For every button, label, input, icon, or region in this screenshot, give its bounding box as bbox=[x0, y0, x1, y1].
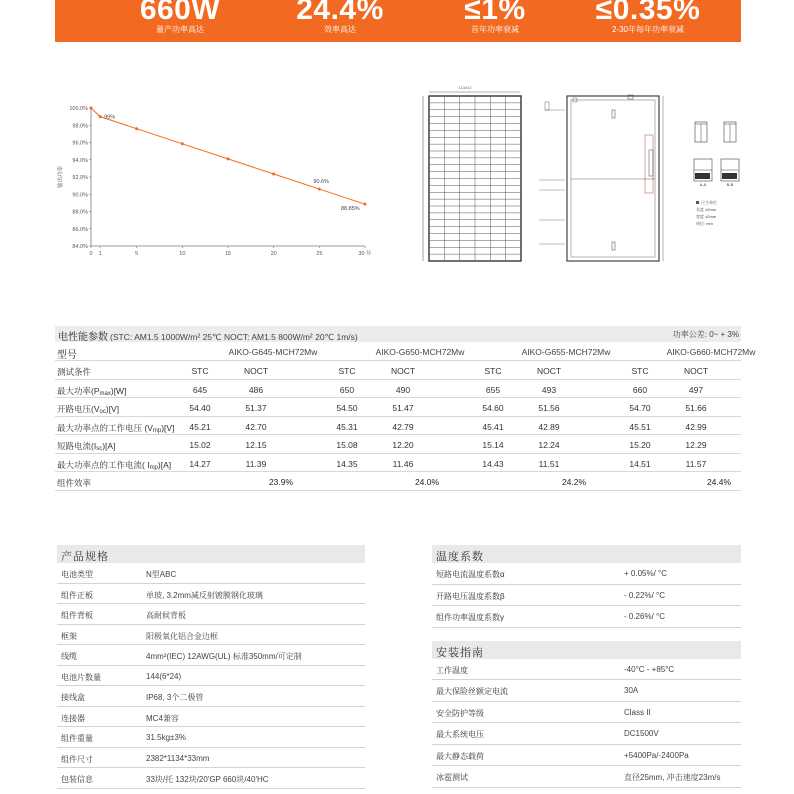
electrical-row-label: 测试条件 bbox=[57, 367, 92, 377]
installation-key: 最大系统电压 bbox=[436, 730, 484, 739]
y-tick-label: 90.0% bbox=[72, 192, 88, 199]
electrical-cell: 42.89 bbox=[538, 421, 560, 432]
efficiency-row bbox=[55, 472, 741, 491]
electrical-cell: NOCT bbox=[390, 366, 416, 376]
electrical-title bbox=[58, 328, 358, 343]
temperature-value: - 0.26%/ °C bbox=[624, 612, 665, 621]
x-tick-label: 30 年 bbox=[358, 251, 372, 257]
label-subscript: mp bbox=[152, 427, 162, 434]
electrical-cell: STC bbox=[338, 366, 356, 376]
electrical-cell: 497 bbox=[688, 384, 704, 395]
electrical-row-label bbox=[57, 440, 115, 452]
electrical-row-label bbox=[57, 422, 174, 434]
installation-key: 工作温度 bbox=[436, 665, 468, 675]
label-main: 最大功率点的工作电流( I bbox=[57, 459, 150, 470]
product_spec-value: IP68, 3个二极管 bbox=[146, 693, 204, 702]
electrical-cell: 14.27 bbox=[189, 458, 211, 469]
efficiency-value: 23.9% bbox=[268, 477, 294, 487]
electrical-cell: 45.51 bbox=[629, 421, 651, 432]
electrical-cell: NOCT bbox=[683, 366, 709, 376]
product_spec-key: 包装信息 bbox=[61, 775, 93, 784]
installation-key: 安全防护等级 bbox=[436, 708, 484, 718]
label-unit: )[A] bbox=[102, 441, 116, 451]
electrical-table bbox=[55, 326, 756, 491]
data-point bbox=[181, 142, 184, 145]
electrical-cell: 15.08 bbox=[336, 440, 358, 450]
drawing-legend-1: 尺寸单位 bbox=[701, 200, 717, 205]
installation-row bbox=[432, 745, 741, 767]
y-tick-label: 84.0% bbox=[72, 244, 88, 250]
electrical-cell: 42.79 bbox=[392, 421, 414, 432]
model-name: AIKO-G645-MCH72Mw bbox=[228, 347, 318, 357]
label-subscript: sc bbox=[96, 446, 103, 452]
electrical-row bbox=[55, 435, 741, 454]
temperature-value: + 0.05%/ °C bbox=[624, 569, 667, 578]
product_spec-key: 框架 bbox=[61, 631, 77, 641]
efficiency-label: 组件效率 bbox=[57, 478, 92, 488]
x-tick-label: 5 bbox=[135, 251, 139, 257]
product_spec-row bbox=[57, 727, 365, 748]
product_spec-key: 线缆 bbox=[61, 652, 77, 661]
product_spec-value: 4mm²(IEC) 12AWG(UL) 标准350mm/可定制 bbox=[146, 652, 302, 661]
product_spec-key: 组件背板 bbox=[61, 611, 93, 620]
electrical-cell: 45.21 bbox=[189, 421, 211, 432]
stat-first-year-value: ≤1% bbox=[464, 0, 526, 26]
electrical-row-label bbox=[57, 385, 126, 397]
data-label: 90.6% bbox=[313, 179, 329, 186]
degradation-line bbox=[91, 108, 365, 204]
frame-cross-sections bbox=[694, 122, 739, 226]
product_spec-row bbox=[57, 563, 365, 584]
stat-power-value: 660W bbox=[139, 0, 221, 26]
electrical-row bbox=[55, 398, 741, 417]
model-label: 型号 bbox=[57, 350, 77, 361]
product_spec-row bbox=[57, 768, 365, 789]
product_spec-row bbox=[57, 584, 365, 605]
label-main: 开路电压(V bbox=[57, 404, 100, 414]
product_spec-value: 33块/托 132块/20'GP 660块/40'HC bbox=[146, 775, 269, 784]
electrical-cell: 11.46 bbox=[392, 458, 414, 469]
electrical-row-label bbox=[57, 459, 171, 471]
product_spec-key: 电池片数量 bbox=[61, 672, 101, 682]
model-name: AIKO-G655-MCH72Mw bbox=[521, 347, 611, 357]
product_spec-value: 144(6*24) bbox=[146, 671, 182, 681]
degradation-chart bbox=[55, 98, 375, 266]
electrical-cell: 490 bbox=[395, 384, 411, 395]
electrical-cell: 14.51 bbox=[629, 458, 651, 469]
electrical-cell: 660 bbox=[632, 384, 648, 395]
electrical-cell: STC bbox=[191, 366, 209, 376]
x-tick-label: 25 bbox=[316, 251, 323, 257]
x-tick-label: 10 bbox=[179, 251, 186, 257]
product-spec-rows bbox=[57, 563, 365, 789]
efficiency-value: 24.4% bbox=[706, 477, 732, 487]
drawing-legend-2: 长度 ±2mm bbox=[696, 207, 717, 212]
label-subscript: max bbox=[99, 390, 111, 397]
electrical-cell: 14.35 bbox=[336, 458, 358, 469]
installation-value: DC1500V bbox=[624, 729, 659, 738]
stat-annual bbox=[563, 0, 733, 35]
model-name: AIKO-G650-MCH72Mw bbox=[375, 347, 465, 357]
module-drawings bbox=[405, 80, 750, 270]
temperature-row bbox=[432, 563, 741, 585]
electrical-cell: NOCT bbox=[243, 366, 269, 376]
product_spec-row bbox=[57, 666, 365, 687]
temperature-rows bbox=[432, 563, 741, 628]
product-spec-table bbox=[57, 545, 365, 789]
electrical-row bbox=[55, 417, 741, 436]
installation-row bbox=[432, 723, 741, 745]
product_spec-value: N型ABC bbox=[146, 570, 177, 579]
stats-banner bbox=[55, 0, 741, 42]
electrical-cell: 493 bbox=[541, 384, 557, 395]
product_spec-row bbox=[57, 625, 365, 646]
y-tick-label: 96.0% bbox=[72, 140, 88, 147]
stat-efficiency-value: 24.4% bbox=[296, 0, 384, 26]
section-label-b: B-B bbox=[726, 182, 734, 187]
installation-title: 安装指南 bbox=[432, 641, 741, 659]
module-front-view bbox=[423, 85, 521, 261]
electrical-subtitle: (STC: AM1.5 1000W/m² 25℃ NOCT: AM1.5 800W/m² 20℃ 1m/s) bbox=[110, 332, 358, 342]
data-label: 99% bbox=[104, 114, 116, 121]
electrical-cell: 51.56 bbox=[538, 403, 560, 413]
product_spec-row bbox=[57, 645, 365, 666]
product-spec-title: 产品规格 bbox=[57, 545, 365, 563]
data-point bbox=[99, 115, 102, 118]
temperature-key: 短路电流温度系数α bbox=[436, 570, 505, 579]
temperature-row bbox=[432, 606, 741, 628]
installation-row bbox=[432, 680, 741, 702]
product_spec-value: 2382*1134*33mm bbox=[146, 753, 210, 763]
installation-value: Class II bbox=[624, 707, 651, 717]
product_spec-row bbox=[57, 707, 365, 728]
label-subscript: oc bbox=[99, 409, 106, 415]
temperature-key: 开路电压温度系数β bbox=[436, 591, 505, 601]
stat-first-year bbox=[410, 0, 580, 35]
product_spec-key: 组件尺寸 bbox=[61, 754, 93, 764]
electrical-cell: 42.70 bbox=[245, 421, 267, 432]
x-tick-label: 1 bbox=[98, 251, 102, 257]
electrical-cell: NOCT bbox=[536, 366, 562, 376]
product_spec-value: 单玻, 3.2mm减反射镀膜钢化玻璃 bbox=[146, 590, 263, 600]
temperature-title: 温度系数 bbox=[432, 545, 741, 563]
data-point bbox=[318, 188, 321, 191]
model-row bbox=[55, 342, 756, 361]
electrical-cell: 54.40 bbox=[189, 403, 211, 413]
temperature-table bbox=[432, 545, 741, 788]
label-unit: )[V] bbox=[105, 404, 120, 414]
data-point bbox=[364, 203, 367, 206]
product_spec-value: 阳极氧化铝合金边框 bbox=[146, 631, 218, 641]
y-tick-label: 100.0% bbox=[69, 106, 88, 112]
product_spec-key: 组件重量 bbox=[61, 734, 93, 743]
temperature-row bbox=[432, 585, 741, 607]
y-tick-label: 94.0% bbox=[72, 157, 88, 164]
electrical-row bbox=[55, 361, 741, 380]
installation-key: 冰雹测试 bbox=[436, 773, 468, 782]
electrical-cell: 12.15 bbox=[245, 440, 267, 450]
installation-row bbox=[432, 659, 741, 681]
installation-row bbox=[432, 702, 741, 724]
electrical-cell: 15.20 bbox=[629, 440, 651, 450]
electrical-cell: 51.37 bbox=[245, 403, 267, 413]
electrical-cell: 12.20 bbox=[392, 440, 414, 450]
electrical-cell: 486 bbox=[248, 384, 264, 395]
y-tick-label: 86.0% bbox=[72, 226, 88, 233]
electrical-cell: 54.70 bbox=[629, 403, 651, 413]
data-point bbox=[135, 127, 138, 130]
electrical-cell: 51.66 bbox=[685, 403, 707, 413]
efficiency-value: 24.2% bbox=[561, 477, 587, 487]
label-main: 最大功率点的工作电压 (V bbox=[57, 422, 153, 433]
electrical-title-text: 电性能参数 bbox=[58, 332, 108, 343]
product_spec-row bbox=[57, 748, 365, 769]
product_spec-value: MC4兼容 bbox=[146, 713, 179, 723]
electrical-header bbox=[55, 326, 741, 342]
temperature-key: 组件功率温度系数γ bbox=[436, 613, 504, 622]
electrical-cell: 45.31 bbox=[336, 421, 358, 432]
electrical-cell: 12.24 bbox=[538, 440, 560, 450]
electrical-cell: 11.51 bbox=[538, 458, 560, 469]
product_spec-key: 组件正板 bbox=[61, 590, 93, 600]
installation-row bbox=[432, 766, 741, 788]
installation-value: 30A bbox=[624, 686, 639, 695]
x-tick-label: 20 bbox=[270, 251, 277, 257]
installation-key: 最大保险丝额定电流 bbox=[436, 687, 508, 696]
electrical-cell: 42.99 bbox=[685, 421, 707, 432]
product_spec-row bbox=[57, 604, 365, 625]
product_spec-key: 电池类型 bbox=[61, 570, 93, 579]
product_spec-value: 高耐候背板 bbox=[146, 611, 186, 620]
module-back-view bbox=[539, 95, 663, 261]
efficiency-value: 24.0% bbox=[414, 477, 440, 487]
y-tick-label: 88.0% bbox=[72, 209, 88, 216]
stat-efficiency-caption: 效率高达 bbox=[324, 25, 356, 34]
product_spec-row bbox=[57, 686, 365, 707]
product_spec-key: 连接器 bbox=[61, 713, 85, 723]
section-label-a: A-A bbox=[699, 182, 707, 187]
stat-annual-value: ≤0.35% bbox=[595, 0, 701, 26]
data-point bbox=[90, 107, 93, 110]
product_spec-key: 接线盒 bbox=[61, 693, 85, 702]
product_spec-value: 31.5kg±3% bbox=[146, 733, 186, 742]
electrical-cell: 54.60 bbox=[482, 403, 504, 413]
stat-annual-caption: 2-30年每年功率衰减 bbox=[611, 25, 684, 34]
installation-value: +5400Pa/-2400Pa bbox=[624, 750, 689, 760]
dim-width-label: 1134±2 bbox=[458, 85, 472, 90]
stat-power-caption: 量产功率高达 bbox=[156, 25, 204, 34]
drawing-legend-4: 单位: mm bbox=[696, 221, 713, 226]
installation-rows bbox=[432, 659, 741, 788]
label-unit: )[W] bbox=[110, 385, 127, 396]
electrical-cell: 11.57 bbox=[685, 458, 707, 469]
drawing-legend-3: 宽度 ±2mm bbox=[696, 214, 717, 219]
electrical-row bbox=[55, 380, 741, 399]
stat-power bbox=[95, 0, 265, 35]
label-unit: )[A] bbox=[157, 459, 172, 470]
stat-efficiency bbox=[255, 0, 425, 35]
data-label: 88.85% bbox=[341, 206, 360, 213]
model-name: AIKO-G660-MCH72Mw bbox=[666, 347, 756, 357]
stat-first-year-caption: 首年功率衰减 bbox=[471, 25, 519, 34]
electrical-cell: 655 bbox=[485, 384, 501, 395]
electrical-cell: 645 bbox=[192, 384, 208, 395]
y-tick-label: 92.0% bbox=[72, 175, 88, 181]
data-point bbox=[227, 157, 230, 160]
y-axis-label: 输出功率 bbox=[58, 165, 64, 189]
installation-key: 最大静态载荷 bbox=[436, 751, 484, 761]
temperature-value: - 0.22%/ °C bbox=[624, 590, 665, 600]
electrical-cell: 15.02 bbox=[189, 440, 211, 450]
electrical-cell: 650 bbox=[339, 384, 355, 395]
electrical-cell: 15.14 bbox=[482, 440, 504, 450]
electrical-cell: 54.50 bbox=[336, 403, 358, 413]
electrical-row-label bbox=[57, 403, 119, 415]
electrical-cell: STC bbox=[631, 366, 649, 376]
power-tolerance: 功率公差: 0~ + 3% bbox=[672, 330, 739, 339]
electrical-cell: 51.47 bbox=[392, 403, 414, 413]
electrical-cell: 45.41 bbox=[482, 421, 504, 432]
x-tick-label: 0 bbox=[89, 251, 93, 257]
electrical-row bbox=[55, 454, 741, 473]
electrical-cell: 11.39 bbox=[245, 458, 267, 469]
y-tick-label: 98.0% bbox=[72, 123, 88, 130]
label-unit: )[V] bbox=[161, 422, 175, 433]
data-point bbox=[272, 172, 275, 175]
label-main: 最大功率(P bbox=[57, 385, 100, 396]
x-tick-label: 15 bbox=[224, 251, 232, 257]
label-subscript: mp bbox=[149, 464, 158, 471]
label-main: 短路电流(I bbox=[57, 441, 97, 451]
electrical-cell: STC bbox=[484, 366, 502, 376]
electrical-rows bbox=[55, 361, 741, 472]
electrical-cell: 14.43 bbox=[482, 458, 504, 469]
electrical-cell: 12.29 bbox=[685, 440, 707, 450]
installation-value: -40°C - +85°C bbox=[624, 664, 675, 674]
installation-value: 直径25mm, 冲击速度23m/s bbox=[624, 773, 721, 782]
